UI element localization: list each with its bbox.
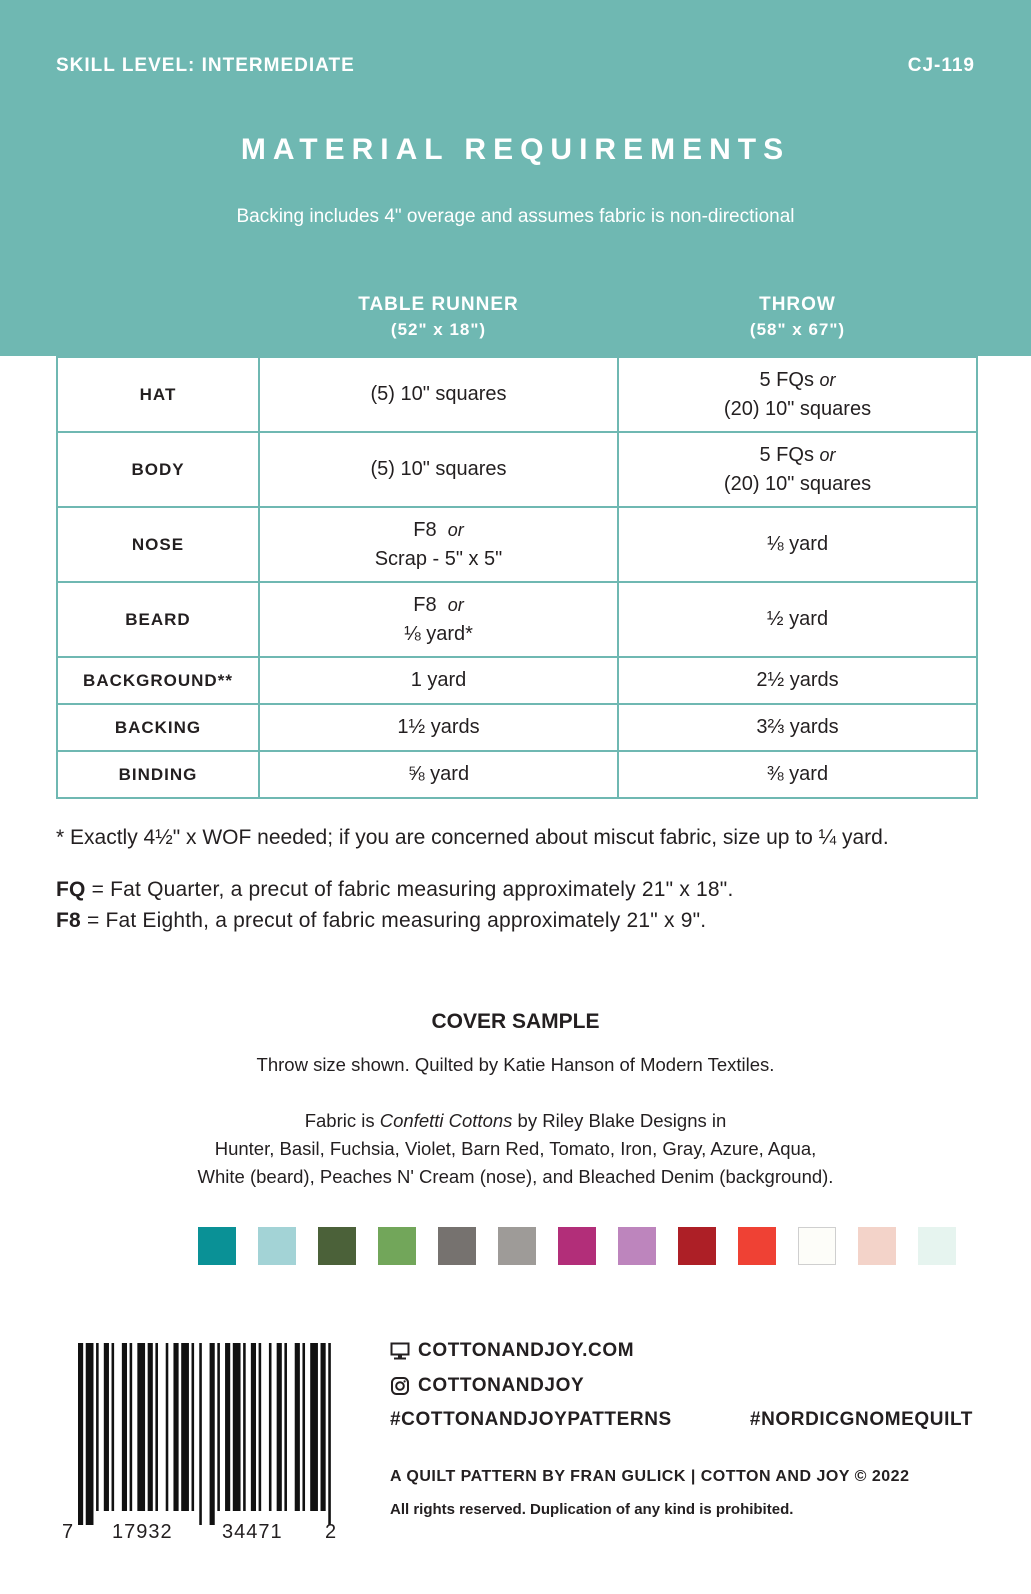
barcode-bar	[310, 1343, 318, 1511]
barcode-bar	[321, 1343, 326, 1511]
or-text: or	[447, 594, 464, 615]
instagram-text: COTTONANDJOY	[418, 1375, 585, 1396]
fabric-suffix: by Riley Blake Designs in	[512, 1110, 727, 1131]
row-label: NOSE	[57, 507, 259, 582]
throw-cell	[618, 507, 977, 582]
computer-icon	[390, 1342, 410, 1360]
color-swatch	[738, 1227, 776, 1265]
barcode-digit-group: 17932	[112, 1521, 173, 1543]
table-row	[57, 751, 977, 798]
cell-text: ⅛ yard	[766, 533, 829, 555]
color-swatch	[678, 1227, 716, 1265]
barcode-bar	[328, 1343, 331, 1525]
fabric-name: Confetti Cottons	[379, 1110, 513, 1131]
barcode-digit-group: 34471	[222, 1521, 283, 1543]
table-row	[57, 357, 977, 432]
table-row	[57, 507, 977, 582]
barcode-bar	[295, 1343, 300, 1511]
color-swatch	[558, 1227, 596, 1265]
barcode-bar	[166, 1343, 169, 1511]
f8-definition	[56, 909, 706, 933]
cover-fabric-line	[0, 1110, 1031, 1132]
column-size: (58" x 67")	[749, 319, 846, 339]
barcode-bar	[217, 1343, 220, 1511]
barcode-bar	[251, 1343, 256, 1511]
throw-cell: 3⅔ yards	[618, 704, 977, 751]
cell-text: (5) 10" squares	[370, 383, 507, 405]
website-text: COTTONANDJOY.COM	[418, 1340, 635, 1361]
cover-colors-line: Hunter, Basil, Fuchsia, Violet, Barn Red, Tomato, Iron, Gray, Azure, Aqua,	[214, 1138, 817, 1159]
barcode-bar	[104, 1343, 109, 1511]
cover-sample-title: COVER SAMPLE	[431, 1010, 600, 1033]
instagram-line	[390, 1375, 584, 1397]
website-line	[390, 1340, 634, 1362]
barcode-digit: 2	[325, 1521, 337, 1543]
row-label: BODY	[57, 432, 259, 507]
page-title: MATERIAL REQUIREMENTS	[240, 133, 791, 166]
column-size: (52" x 18")	[390, 319, 487, 339]
barcode-bar	[192, 1343, 195, 1511]
cell-text: (5) 10" squares	[370, 458, 507, 480]
pattern-code: CJ-119	[907, 55, 975, 76]
table-runner-cell: 1½ yards	[259, 704, 618, 751]
throw-cell	[618, 582, 977, 657]
barcode-bar	[96, 1343, 99, 1511]
rights-line: All rights reserved. Duplication of any kind is prohibited.	[390, 1501, 794, 1518]
instagram-icon	[390, 1376, 410, 1396]
footnote: * Exactly 4½" x WOF needed; if you are concerned about miscut fabric, size up to ¼ yard.	[56, 826, 889, 849]
barcode-bar	[199, 1343, 202, 1525]
cell-text: Scrap - 5" x 5"	[374, 547, 503, 570]
color-swatch	[618, 1227, 656, 1265]
barcode-bar	[130, 1343, 133, 1511]
barcode-bar	[181, 1343, 189, 1511]
barcode-bar	[233, 1343, 241, 1511]
cell-text: 5 FQs	[759, 443, 814, 466]
row-label: BEARD	[57, 582, 259, 657]
fq-term: FQ	[56, 878, 86, 901]
barcode-digit: 7	[62, 1521, 74, 1543]
barcode-bar	[277, 1343, 282, 1511]
color-swatch	[858, 1227, 896, 1265]
fabric-prefix: Fabric is	[304, 1110, 380, 1131]
row-label: HAT	[57, 357, 259, 432]
barcode-bar	[86, 1343, 94, 1525]
row-label: BACKING	[57, 704, 259, 751]
table-runner-cell	[259, 432, 618, 507]
table-header-row	[57, 276, 977, 357]
barcode-bar	[122, 1343, 127, 1511]
cover-colors-line: White (beard), Peaches N' Cream (nose), and Bleached Denim (background).	[197, 1166, 834, 1187]
cell-text: (20) 10" squares	[723, 397, 872, 420]
barcode	[78, 1343, 336, 1525]
column-name: TABLE RUNNER	[358, 293, 519, 315]
color-swatch	[258, 1227, 296, 1265]
row-label: BACKGROUND**	[57, 657, 259, 704]
table-row	[57, 657, 977, 704]
skill-level: SKILL LEVEL: INTERMEDIATE	[56, 55, 355, 76]
f8-text: = Fat Eighth, a precut of fabric measuring approximately 21" x 9".	[80, 909, 707, 932]
hashtag-patterns	[390, 1409, 672, 1431]
color-swatch	[798, 1227, 836, 1265]
cell-text: F8	[413, 593, 437, 616]
table-runner-cell	[259, 507, 618, 582]
barcode-bar	[243, 1343, 246, 1511]
hashtag-quilt: #NORDICGNOMEQUILT	[749, 1409, 973, 1430]
column-name: THROW	[759, 293, 836, 315]
color-swatch	[198, 1227, 236, 1265]
barcode-bar	[259, 1343, 262, 1511]
throw-cell	[618, 432, 977, 507]
column-header-throw	[618, 276, 977, 357]
cell-text: ⅛ yard*	[404, 622, 473, 645]
table-runner-cell: ⅝ yard	[259, 751, 618, 798]
hashtag-text: #COTTONANDJOYPATTERNS	[390, 1409, 672, 1430]
fq-definition	[56, 878, 734, 902]
table-runner-cell	[259, 582, 618, 657]
table-row	[57, 432, 977, 507]
barcode-bar	[173, 1343, 178, 1511]
barcode-bar	[269, 1343, 272, 1511]
barcode-bar	[284, 1343, 287, 1511]
barcode-bar	[155, 1343, 158, 1511]
throw-cell: ⅜ yard	[618, 751, 977, 798]
fq-text: = Fat Quarter, a precut of fabric measuring approximately 21" x 18".	[85, 878, 734, 901]
table-runner-cell: 1 yard	[259, 657, 618, 704]
throw-cell	[618, 357, 977, 432]
color-swatches	[198, 1227, 956, 1265]
throw-cell: 2½ yards	[618, 657, 977, 704]
barcode-bar	[112, 1343, 115, 1511]
or-text: or	[819, 369, 836, 390]
row-label: BINDING	[57, 751, 259, 798]
cell-text: F8	[413, 518, 437, 541]
cell-text: 5 FQs	[759, 368, 814, 391]
credit-line: A QUILT PATTERN BY FRAN GULICK | COTTON AND JOY © 2022	[390, 1468, 910, 1485]
f8-term: F8	[56, 909, 81, 932]
barcode-bar	[210, 1343, 215, 1525]
color-swatch	[918, 1227, 956, 1265]
color-swatch	[378, 1227, 416, 1265]
header-blank-cell	[57, 276, 259, 357]
or-text: or	[447, 519, 464, 540]
or-text: or	[819, 444, 836, 465]
color-swatch	[438, 1227, 476, 1265]
table-row	[57, 582, 977, 657]
cell-text: (20) 10" squares	[723, 472, 872, 495]
page-subtitle: Backing includes 4" overage and assumes fabric is non-directional	[236, 206, 795, 227]
barcode-bar	[148, 1343, 153, 1511]
barcode-bar	[137, 1343, 145, 1511]
table-row	[57, 704, 977, 751]
barcode-bar	[225, 1343, 230, 1511]
column-header-table-runner	[259, 276, 618, 357]
barcode-bar	[302, 1343, 305, 1511]
color-swatch	[498, 1227, 536, 1265]
color-swatch	[318, 1227, 356, 1265]
table-runner-cell	[259, 357, 618, 432]
material-requirements-table	[56, 275, 978, 799]
cover-quilted-by: Throw size shown. Quilted by Katie Hanson of Modern Textiles.	[256, 1054, 775, 1075]
barcode-bar	[78, 1343, 83, 1525]
cell-text: ½ yard	[766, 608, 829, 630]
